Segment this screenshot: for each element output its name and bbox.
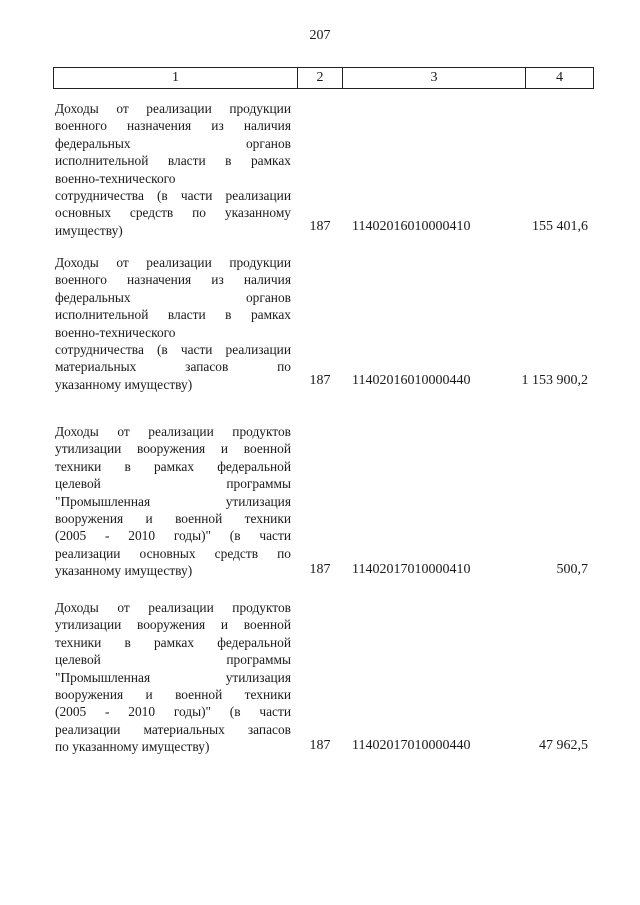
row-budget-code: 11402017010000410 [352, 562, 471, 577]
description-line: военно-технического [55, 324, 176, 340]
description-line: Доходы от реализации продуктов [55, 600, 291, 615]
row-budget-code: 11402016010000440 [352, 373, 471, 388]
header-col-1: 1 [54, 68, 298, 88]
description-line: вооружения и военной техники [55, 687, 291, 703]
description-line: основных средств по указанному [55, 205, 291, 221]
description-line: утилизации вооружения и военной [55, 617, 291, 633]
header-col-2: 2 [298, 68, 343, 88]
description-line: сотрудничества (в части реализации [55, 188, 291, 204]
row-admin-code: 187 [309, 373, 331, 388]
description-line: целевой программы [55, 652, 291, 668]
description-line: сотрудничества (в части реализации [55, 342, 291, 358]
description-line: вооружения и военной техники [55, 511, 291, 527]
description-line: материальных запасов по [55, 359, 291, 375]
row-budget-code: 11402016010000410 [352, 219, 471, 234]
description-line: военного назначения из наличия [55, 118, 291, 134]
description-line: техники в рамках федеральной [55, 458, 291, 474]
description-line: федеральных органов [55, 135, 291, 151]
row-description [55, 254, 291, 393]
description-line: исполнительной власти в рамках [55, 307, 291, 323]
description-line: (2005 - 2010 годы)" (в части [55, 704, 291, 720]
row-description [55, 599, 291, 756]
description-line: федеральных органов [55, 289, 291, 305]
row-amount: 1 153 900,2 [521, 373, 588, 388]
description-line: Доходы от реализации продукции [55, 255, 291, 270]
description-line: целевой программы [55, 476, 291, 492]
description-line: исполнительной власти в рамках [55, 153, 291, 169]
description-line: Доходы от реализации продукции [55, 101, 291, 116]
description-line: военного назначения из наличия [55, 272, 291, 288]
row-amount: 155 401,6 [532, 219, 588, 234]
header-col-3: 3 [343, 68, 526, 88]
description-line: утилизации вооружения и военной [55, 441, 291, 457]
row-admin-code: 187 [309, 219, 331, 234]
description-line: Доходы от реализации продуктов [55, 424, 291, 439]
header-col-4: 4 [556, 70, 563, 85]
page-number: 207 [309, 28, 331, 43]
row-admin-code: 187 [309, 562, 331, 577]
description-line: "Промышленная утилизация [55, 493, 291, 509]
description-line: военно-технического [55, 170, 176, 186]
row-budget-code: 11402017010000440 [352, 738, 471, 753]
table-header [53, 67, 594, 89]
row-admin-code: 187 [309, 738, 331, 753]
description-line: указанному имуществу) [55, 376, 193, 392]
description-line: "Промышленная утилизация [55, 669, 291, 685]
row-description [55, 100, 291, 239]
description-line: по указанному имуществу) [55, 739, 210, 755]
row-description [55, 423, 291, 580]
description-line: имуществу) [55, 222, 123, 238]
description-line: реализации основных средств по [55, 545, 291, 561]
description-line: (2005 - 2010 годы)" (в части [55, 528, 291, 544]
description-line: реализации материальных запасов [55, 721, 291, 737]
row-amount: 500,7 [556, 562, 588, 577]
row-amount: 47 962,5 [539, 738, 588, 753]
description-line: указанному имуществу) [55, 563, 193, 579]
description-line: техники в рамках федеральной [55, 634, 291, 650]
